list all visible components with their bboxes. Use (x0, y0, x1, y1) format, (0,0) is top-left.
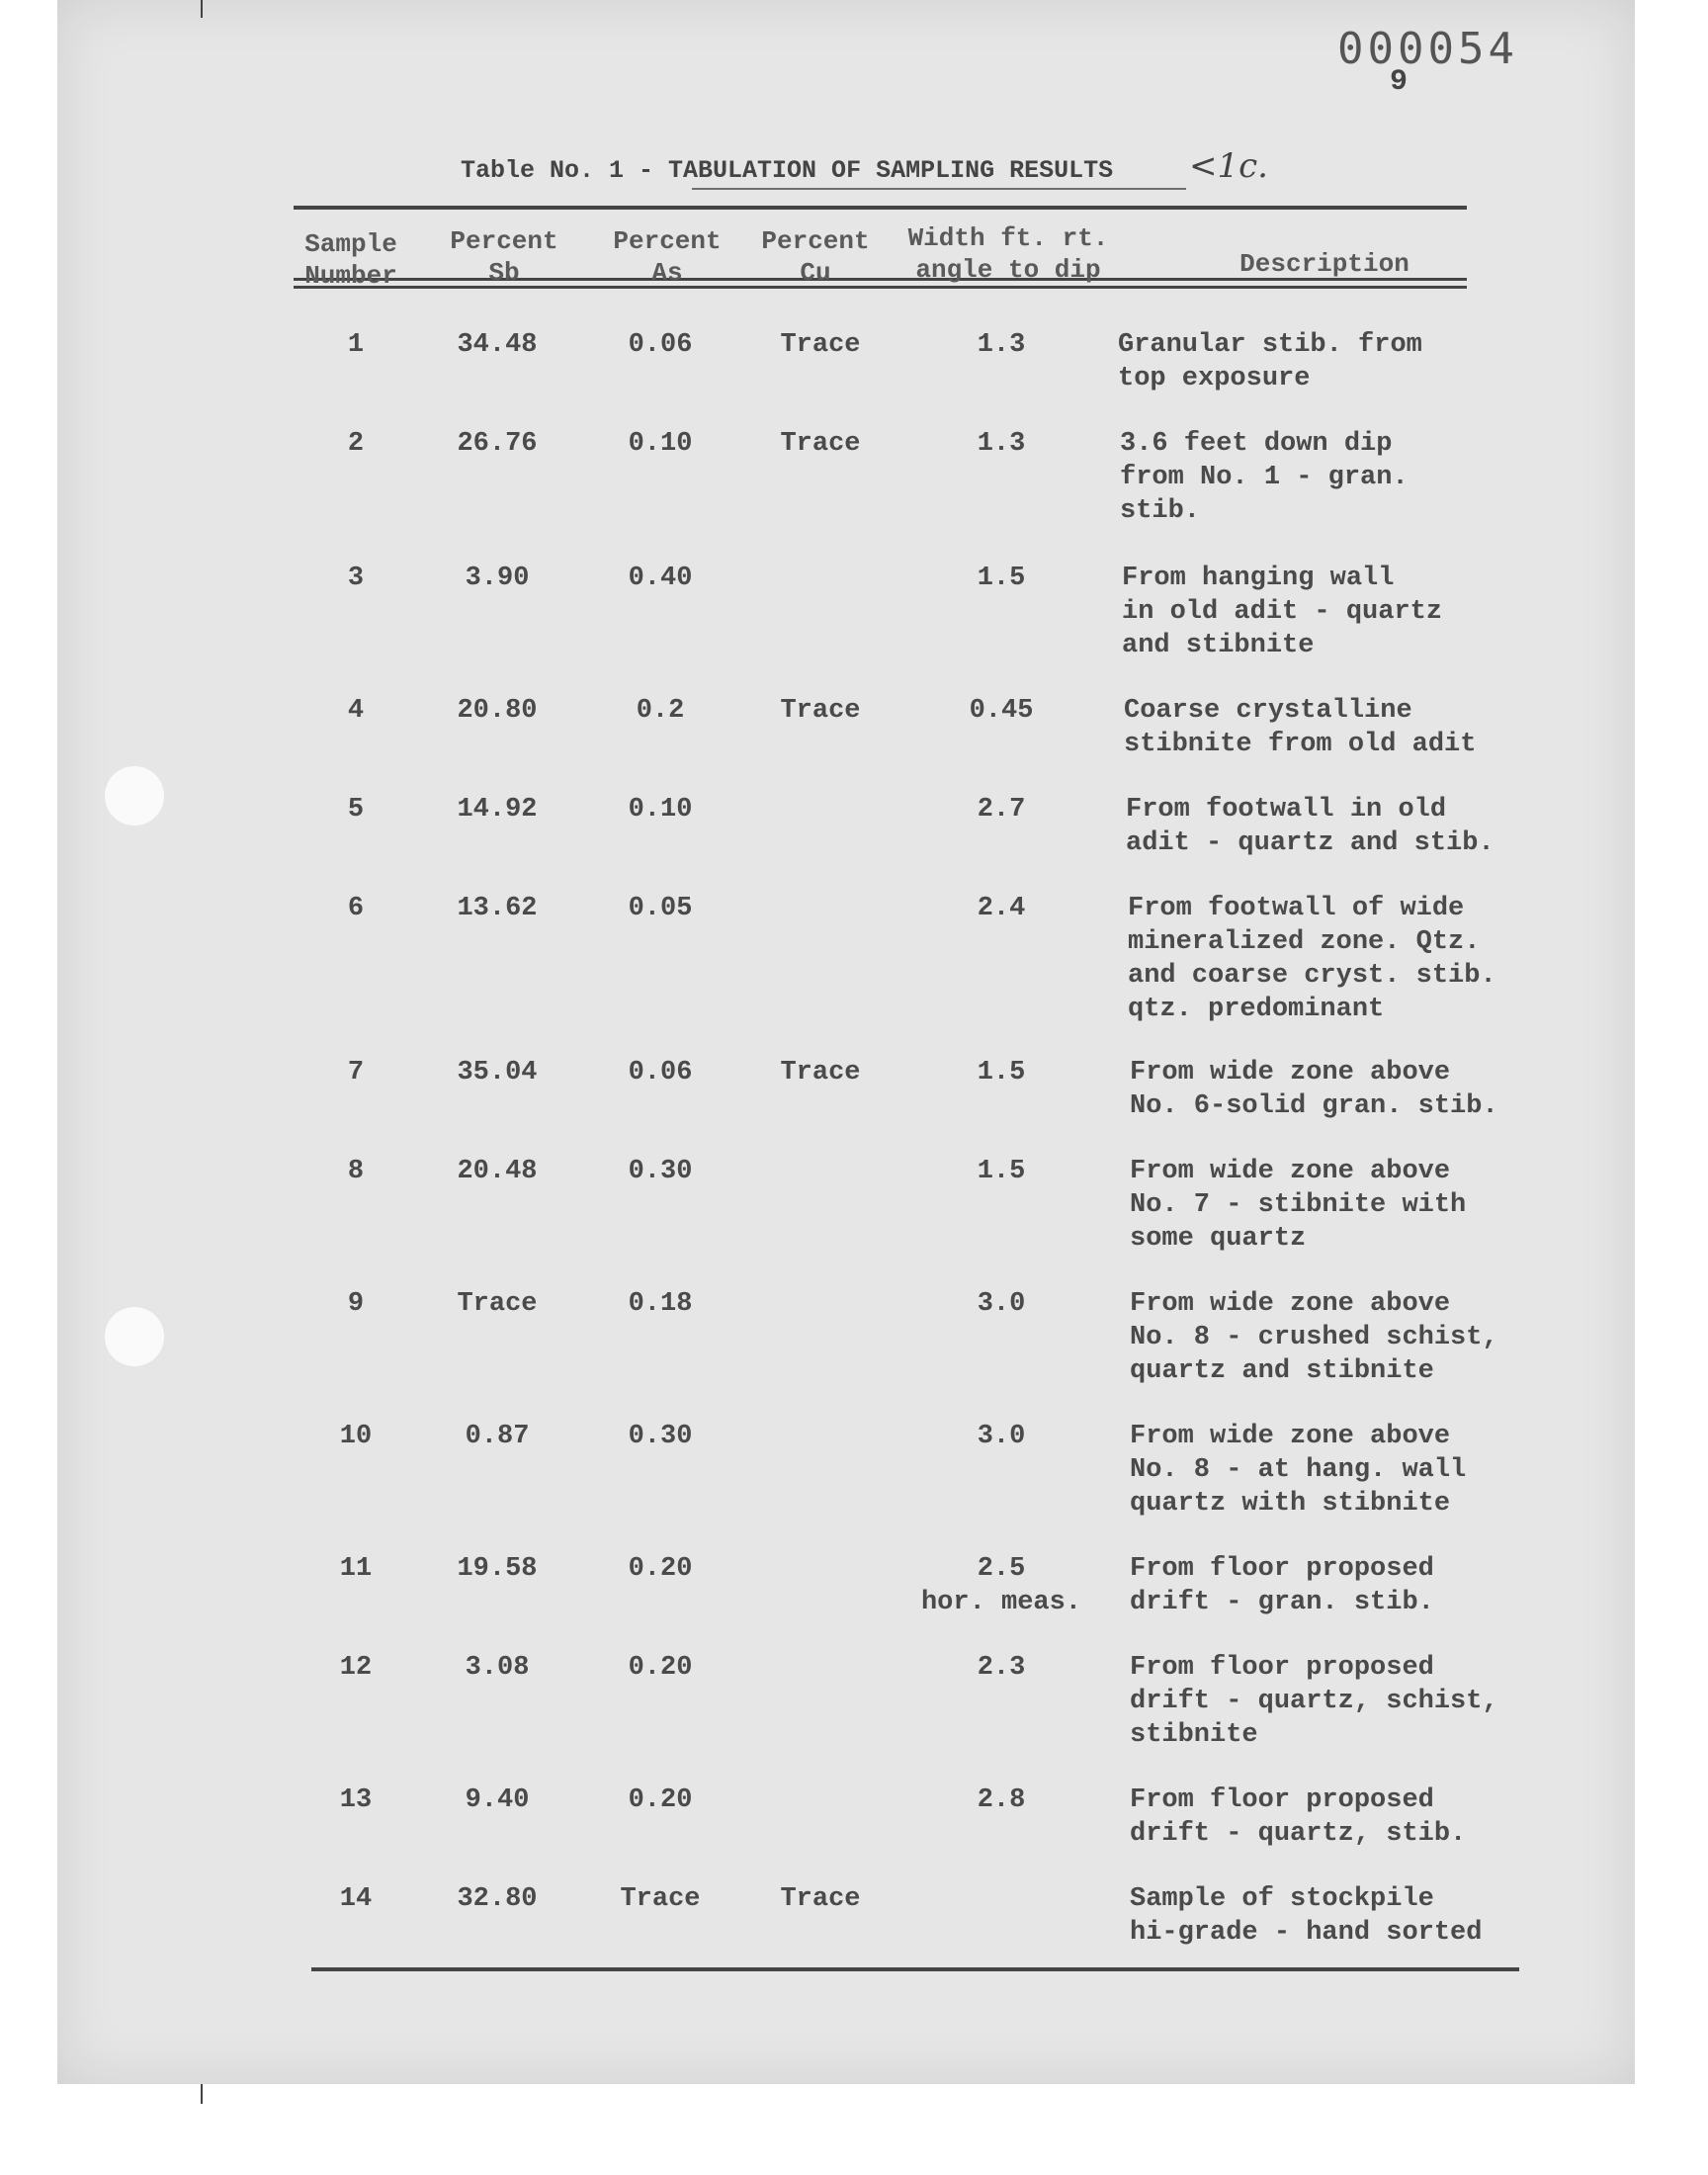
cell-width: 1.3 (977, 429, 1026, 459)
cell-as: 0.18 (628, 1289, 693, 1319)
cell-sb: 3.90 (465, 564, 530, 593)
header-description: Description (1239, 249, 1409, 279)
cell-width: 3.0 (977, 1422, 1026, 1451)
cell-as: 0.05 (628, 894, 693, 923)
cell-cu: Trace (780, 1058, 861, 1088)
cell-width: 3.0 (977, 1289, 1026, 1319)
cell-sample: 2 (347, 429, 365, 459)
cell-cu: Trace (780, 330, 861, 360)
cell-sb: 14.92 (457, 795, 538, 825)
title-underline (692, 188, 1186, 190)
cell-width: 2.8 (977, 1785, 1026, 1815)
cell-as: 0.06 (628, 330, 693, 360)
header-percent-sb: Percent Sb (450, 226, 558, 288)
cell-sample: 7 (347, 1058, 365, 1088)
cell-description: 3.6 feet down dip from No. 1 - gran. stib. (1120, 429, 1409, 526)
cell-sb: 0.87 (465, 1422, 530, 1451)
table-top-rule (294, 206, 1467, 210)
cell-sb: 35.04 (457, 1058, 538, 1088)
cell-as: 0.20 (628, 1785, 693, 1815)
cell-description: From wide zone above No. 6-solid gran. stib. (1130, 1058, 1498, 1121)
header-percent-as: Percent As (613, 226, 722, 288)
cell-description: From floor proposed drift - gran. stib. (1130, 1554, 1434, 1617)
binding-mark-top (201, 0, 203, 18)
cell-width: 1.3 (977, 330, 1026, 360)
cell-width: 2.7 (977, 795, 1026, 825)
cell-as: 0.20 (628, 1653, 693, 1683)
punch-hole-lower (105, 1307, 164, 1366)
cell-sample: 14 (339, 1884, 373, 1914)
document-page (57, 0, 1635, 2084)
cell-width: 0.45 (969, 696, 1034, 726)
cell-cu: Trace (780, 1884, 861, 1914)
cell-sample: 10 (339, 1422, 373, 1451)
cell-sample: 1 (347, 330, 365, 360)
cell-as: 0.10 (628, 795, 693, 825)
cell-description: From floor proposed drift - quartz, schist, stibnite (1130, 1653, 1498, 1750)
cell-description: Granular stib. from top exposure (1118, 330, 1422, 393)
header-width: Width ft. rt. angle to dip (907, 223, 1109, 285)
punch-hole-upper (105, 766, 164, 826)
cell-description: From wide zone above No. 8 - at hang. wall quartz with stibnite (1130, 1422, 1467, 1519)
cell-sample: 3 (347, 564, 365, 593)
header-percent-cu: Percent Cu (761, 226, 870, 288)
cell-description: Sample of stockpile hi-grade - hand sorted (1130, 1884, 1483, 1948)
cell-cu: Trace (780, 696, 861, 726)
cell-sb: 26.76 (457, 429, 538, 459)
cell-as: 0.30 (628, 1157, 693, 1186)
cell-width: 2.3 (977, 1653, 1026, 1683)
cell-description: From footwall of wide mineralized zone. Qtz. and coarse cryst. stib. qtz. predominant (1128, 894, 1496, 1024)
cell-width: 2.5 hor. meas. (920, 1554, 1082, 1617)
cell-sample: 11 (339, 1554, 373, 1584)
cell-sb: 34.48 (457, 330, 538, 360)
cell-description: From floor proposed drift - quartz, stib. (1130, 1785, 1467, 1849)
cell-as: Trace (620, 1884, 701, 1914)
cell-sb: Trace (457, 1289, 538, 1319)
document-number: 000054 (1337, 24, 1518, 74)
cell-sample: 12 (339, 1653, 373, 1683)
cell-width: 1.5 (977, 1157, 1026, 1186)
cell-sb: 19.58 (457, 1554, 538, 1584)
cell-description: From footwall in old adit - quartz and stib. (1126, 795, 1494, 858)
cell-as: 0.2 (636, 696, 685, 726)
page-number: 9 (1390, 65, 1409, 99)
cell-sb: 13.62 (457, 894, 538, 923)
cell-sb: 3.08 (465, 1653, 530, 1683)
cell-as: 0.40 (628, 564, 693, 593)
cell-sb: 20.80 (457, 696, 538, 726)
table-bottom-rule (311, 1967, 1519, 1971)
cell-cu: Trace (780, 429, 861, 459)
cell-sample: 13 (339, 1785, 373, 1815)
cell-sample: 4 (347, 696, 365, 726)
cell-width: 1.5 (977, 564, 1026, 593)
cell-description: From wide zone above No. 7 - stibnite with some quartz (1130, 1157, 1467, 1254)
header-sample-number: Sample Number (304, 229, 397, 291)
cell-as: 0.20 (628, 1554, 693, 1584)
cell-sb: 32.80 (457, 1884, 538, 1914)
cell-sample: 5 (347, 795, 365, 825)
cell-width: 2.4 (977, 894, 1026, 923)
cell-sample: 8 (347, 1157, 365, 1186)
cell-as: 0.10 (628, 429, 693, 459)
cell-as: 0.30 (628, 1422, 693, 1451)
handwritten-annotation: <1c. (1189, 146, 1268, 186)
binding-mark-bottom (201, 2084, 203, 2104)
cell-sb: 9.40 (465, 1785, 530, 1815)
table-title: Table No. 1 - TABULATION OF SAMPLING RESULTS (461, 156, 1114, 185)
cell-description: Coarse crystalline stibnite from old adit (1124, 696, 1477, 759)
cell-sample: 9 (347, 1289, 365, 1319)
cell-width: 1.5 (977, 1058, 1026, 1088)
cell-sample: 6 (347, 894, 365, 923)
cell-description: From hanging wall in old adit - quartz and stibnite (1122, 564, 1443, 660)
cell-description: From wide zone above No. 8 - crushed schist, quartz and stibnite (1130, 1289, 1498, 1386)
cell-as: 0.06 (628, 1058, 693, 1088)
cell-sb: 20.48 (457, 1157, 538, 1186)
